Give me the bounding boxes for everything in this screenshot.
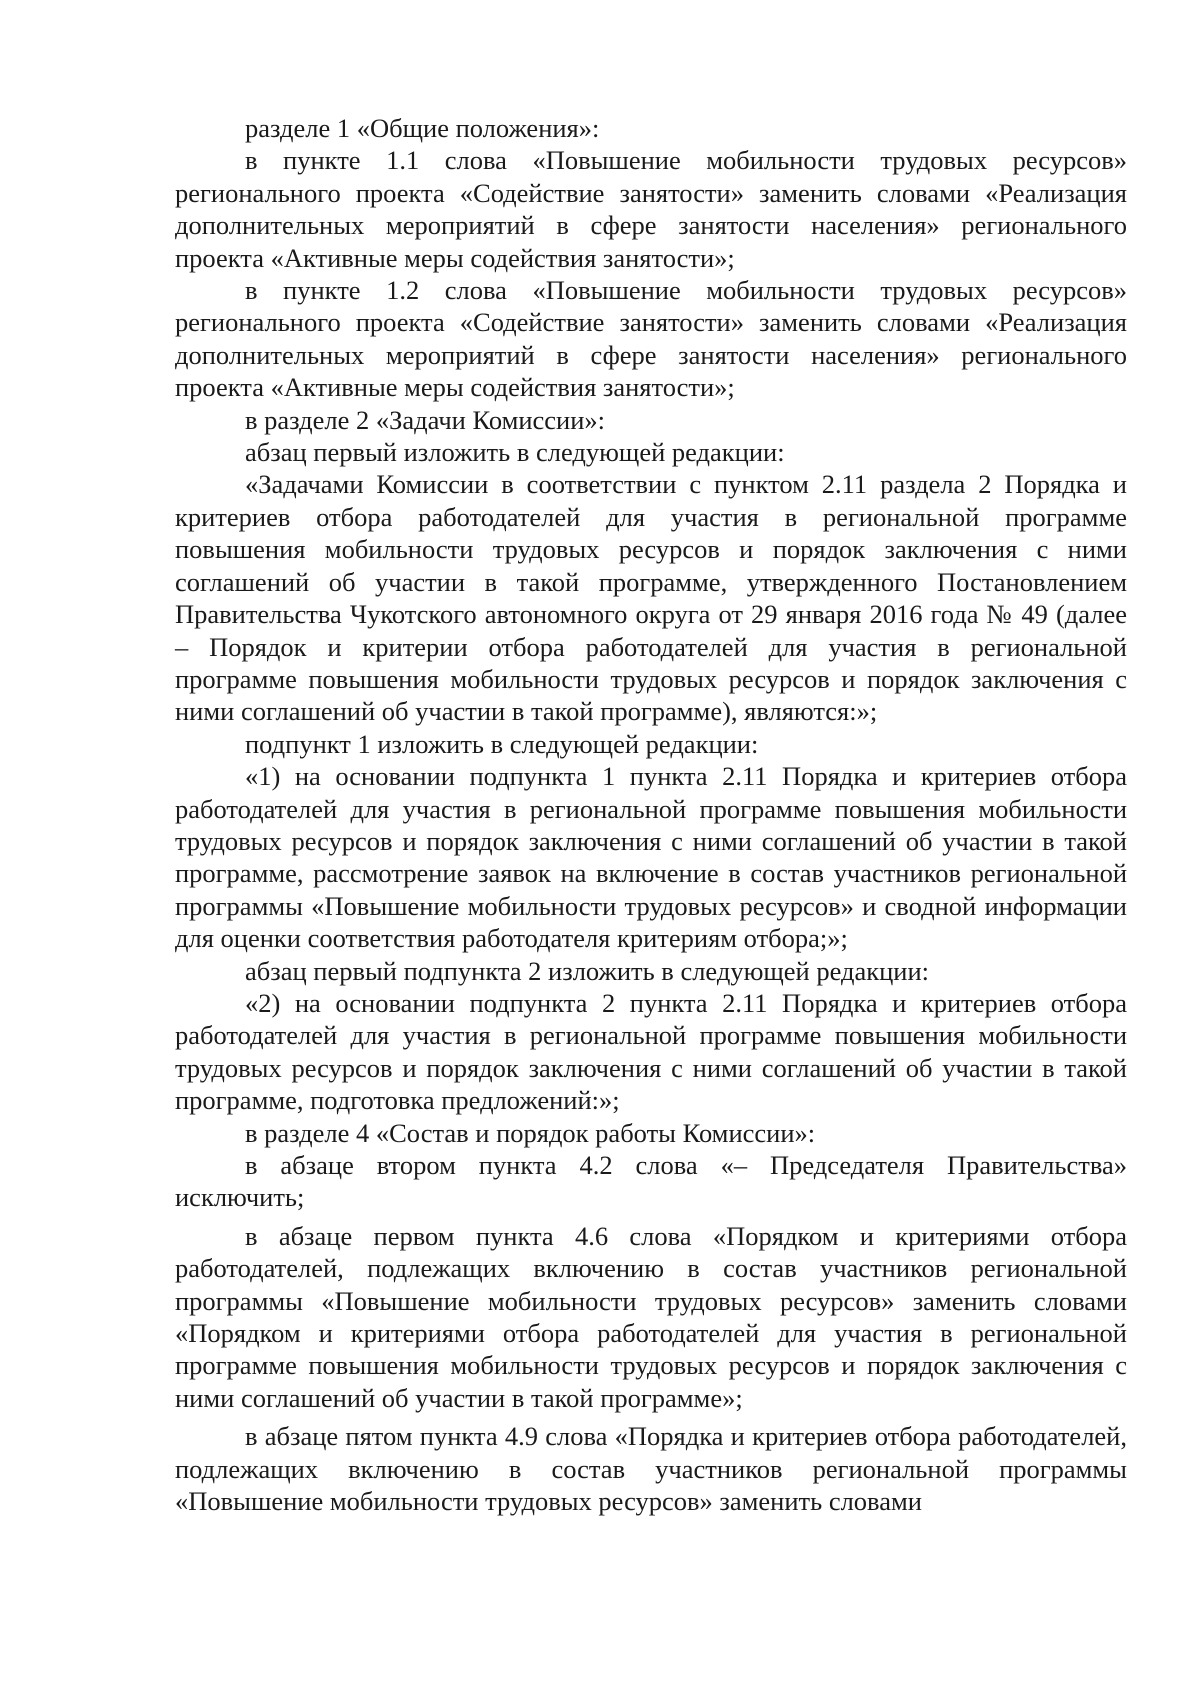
document-body: [175, 112, 1127, 1517]
paragraph-item-4-9: в абзаце пятом пункта 4.9 слова «Порядка и критериев отбора работодателей, подлежащих включению в состав участников региональной программы «Повышение мобильности трудовых ресурсов» заменить словами: [175, 1421, 1127, 1517]
paragraph-item-1-2: в пункте 1.2 слова «Повышение мобильности трудовых ресурсов» регионального проекта «Содействие занятости» заменить словами «Реализация дополнительных мероприятий в сфере занятости населения» регионального проекта «Активные меры содействия занятости»;: [175, 275, 1127, 403]
paragraph-tasks-quote: «Задачами Комиссии в соответствии с пунктом 2.11 раздела 2 Порядка и критериев отбора работодателей для участия в региональной программе повышения мобильности трудовых ресурсов и порядок заключения с ними соглашений об участии в такой программе, утвержденного Постановлением Правительства Чукотского автономного округа от 29 января 2016 года № 49 (далее – Порядок и критерии отбора работодателей для участия в региональной программе повышения мобильности трудовых ресурсов и порядок заключения с ними соглашений об участии в такой программе), являются:»;: [175, 469, 1127, 727]
paragraph-item-1-1: в пункте 1.1 слова «Повышение мобильности трудовых ресурсов» регионального проекта «Содействие занятости» заменить словами «Реализация дополнительных мероприятий в сфере занятости населения» регионального проекта «Активные меры содействия занятости»;: [175, 145, 1127, 273]
paragraph-subitem-2-intro: абзац первый подпункта 2 изложить в следующей редакции:: [245, 955, 930, 986]
paragraph-section-2-heading: в разделе 2 «Задачи Комиссии»:: [245, 404, 606, 435]
paragraph-section-4-heading: в разделе 4 «Состав и порядок работы Комиссии»:: [245, 1117, 816, 1148]
paragraph-item-4-6: в абзаце первом пункта 4.6 слова «Порядком и критериями отбора работодателей, подлежащих включению в состав участников региональной программы «Повышение мобильности трудовых ресурсов» заменить словами «Порядком и критериями отбора работодателей для участия в региональной программе повышения мобильности трудовых ресурсов и порядок заключения с ними соглашений об участии в такой программе»;: [175, 1220, 1127, 1413]
paragraph-subitem-1-text: «1) на основании подпункта 1 пункта 2.11 Порядка и критериев отбора работодателей для участия в региональной программе повышения мобильности трудовых ресурсов и порядок заключения с ними соглашений об участии в такой программе, рассмотрение заявок на включение в состав участников региональной программы «Повышение мобильности трудовых ресурсов» и сводной информации для оценки соответствия работодателя критериям отбора;»;: [175, 761, 1127, 954]
paragraph-item-4-2: в абзаце втором пункта 4.2 слова «– Председателя Правительства» исключить;: [175, 1150, 1127, 1213]
paragraph-subitem-2-text: «2) на основании подпункта 2 пункта 2.11 Порядка и критериев отбора работодателей для участия в региональной программе повышения мобильности трудовых ресурсов и порядок заключения с ними соглашений об участии в такой программе, подготовка предложений:»;: [175, 987, 1127, 1116]
paragraph-abzac-first: абзац первый изложить в следующей редакции:: [245, 437, 785, 468]
paragraph-section-1-heading: разделе 1 «Общие положения»:: [245, 113, 600, 143]
paragraph-subitem-1-intro: подпункт 1 изложить в следующей редакции:: [245, 728, 759, 759]
